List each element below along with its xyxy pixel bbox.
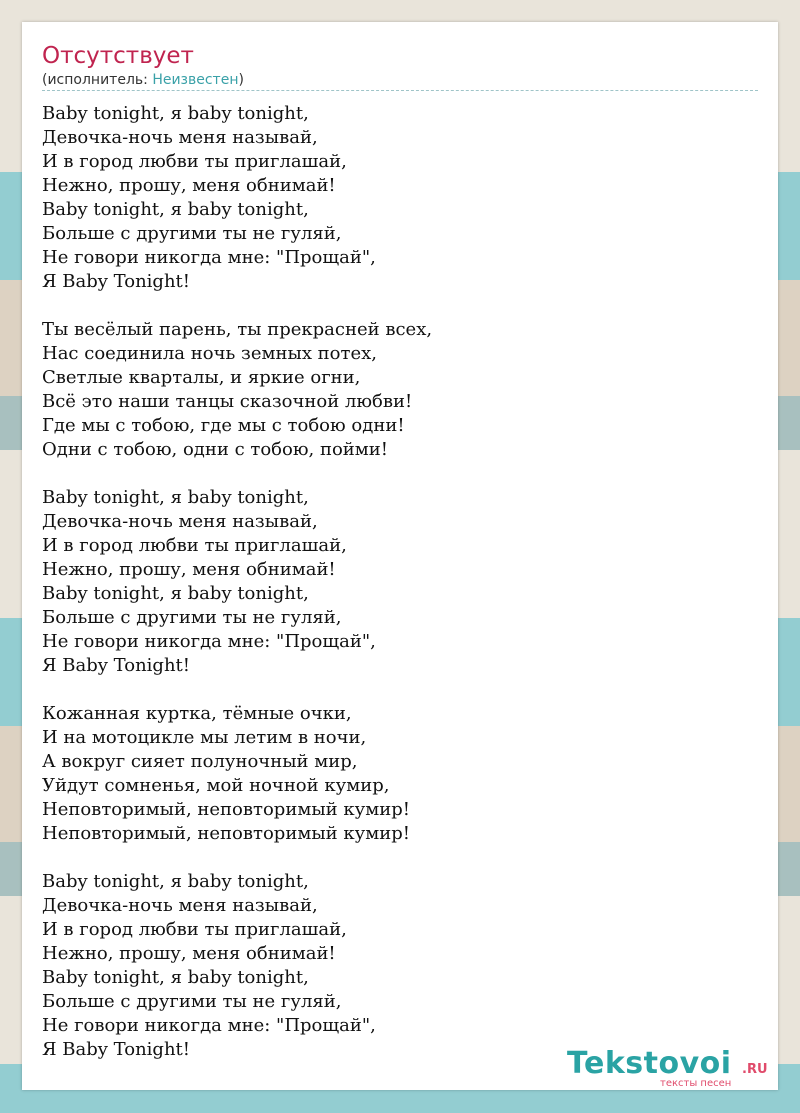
- lyric-line: И в город любви ты приглашай,: [42, 919, 347, 940]
- lyric-line: А вокруг сияет полуночный мир,: [42, 751, 358, 772]
- lyric-line: Нежно, прошу, меня обнимай!: [42, 175, 336, 196]
- lyrics-stanza: [42, 870, 758, 1062]
- site-logo[interactable]: [567, 1047, 777, 1087]
- lyrics-stanza: [42, 102, 758, 294]
- lyric-line: Уйдут сомненья, мой ночной кумир,: [42, 775, 390, 796]
- lyric-line: Baby tonight, я baby tonight,: [42, 871, 309, 892]
- lyric-line: Я Baby Tonight!: [42, 271, 191, 292]
- song-title: Отсутствует: [42, 43, 194, 69]
- lyric-line: Нежно, прошу, меня обнимай!: [42, 943, 336, 964]
- lyric-line: Девочка-ночь меня называй,: [42, 127, 318, 148]
- lyric-line: Не говори никогда мне: "Прощай",: [42, 1015, 376, 1036]
- title-divider: [42, 90, 758, 91]
- lyric-line: Больше с другими ты не гуляй,: [42, 223, 342, 244]
- lyrics-stanza: [42, 486, 758, 678]
- lyric-line: Baby tonight, я baby tonight,: [42, 487, 309, 508]
- lyric-line: Я Baby Tonight!: [42, 655, 191, 676]
- lyric-line: Не говори никогда мне: "Прощай",: [42, 247, 376, 268]
- logo-domain: .RU: [742, 1062, 768, 1077]
- logo-tagline: тексты песен: [660, 1078, 732, 1089]
- lyric-line: Больше с другими ты не гуляй,: [42, 991, 342, 1012]
- lyric-line: Всё это наши танцы сказочной любви!: [42, 391, 413, 412]
- lyrics-card: [22, 22, 778, 1090]
- lyric-line: И в город любви ты приглашай,: [42, 151, 347, 172]
- lyric-line: Больше с другими ты не гуляй,: [42, 607, 342, 628]
- lyric-line: Baby tonight, я baby tonight,: [42, 199, 309, 220]
- lyric-line: Нас соединила ночь земных потех,: [42, 343, 378, 364]
- lyric-line: Неповторимый, неповторимый кумир!: [42, 823, 410, 844]
- lyric-line: Я Baby Tonight!: [42, 1039, 191, 1060]
- artist-suffix: ): [238, 72, 244, 88]
- lyric-line: Ты весёлый парень, ты прекрасней всех,: [42, 319, 433, 340]
- lyric-line: Девочка-ночь меня называй,: [42, 895, 318, 916]
- lyric-line: Не говори никогда мне: "Прощай",: [42, 631, 376, 652]
- lyrics-text: [42, 102, 758, 1086]
- lyric-line: Неповторимый, неповторимый кумир!: [42, 799, 410, 820]
- lyric-line: Baby tonight, я baby tonight,: [42, 967, 309, 988]
- lyric-line: Девочка-ночь меня называй,: [42, 511, 318, 532]
- lyric-line: Светлые кварталы, и яркие огни,: [42, 367, 361, 388]
- lyric-line: Одни с тобою, одни с тобою, пойми!: [42, 439, 389, 460]
- lyrics-stanza: [42, 702, 758, 846]
- lyrics-stanza: [42, 318, 758, 462]
- lyric-line: И в город любви ты приглашай,: [42, 535, 347, 556]
- lyric-line: Где мы с тобою, где мы с тобою одни!: [42, 415, 405, 436]
- lyric-line: Нежно, прошу, меня обнимай!: [42, 559, 336, 580]
- artist-link[interactable]: Неизвестен: [152, 72, 239, 88]
- lyric-line: Кожанная куртка, тёмные очки,: [42, 703, 352, 724]
- lyric-line: И на мотоцикле мы летим в ночи,: [42, 727, 367, 748]
- artist-prefix: (исполнитель:: [42, 72, 153, 88]
- lyric-line: Baby tonight, я baby tonight,: [42, 583, 309, 604]
- logo-wordmark: Tekstovoi: [567, 1046, 732, 1081]
- lyric-line: Baby tonight, я baby tonight,: [42, 103, 309, 124]
- artist-line: [42, 71, 244, 89]
